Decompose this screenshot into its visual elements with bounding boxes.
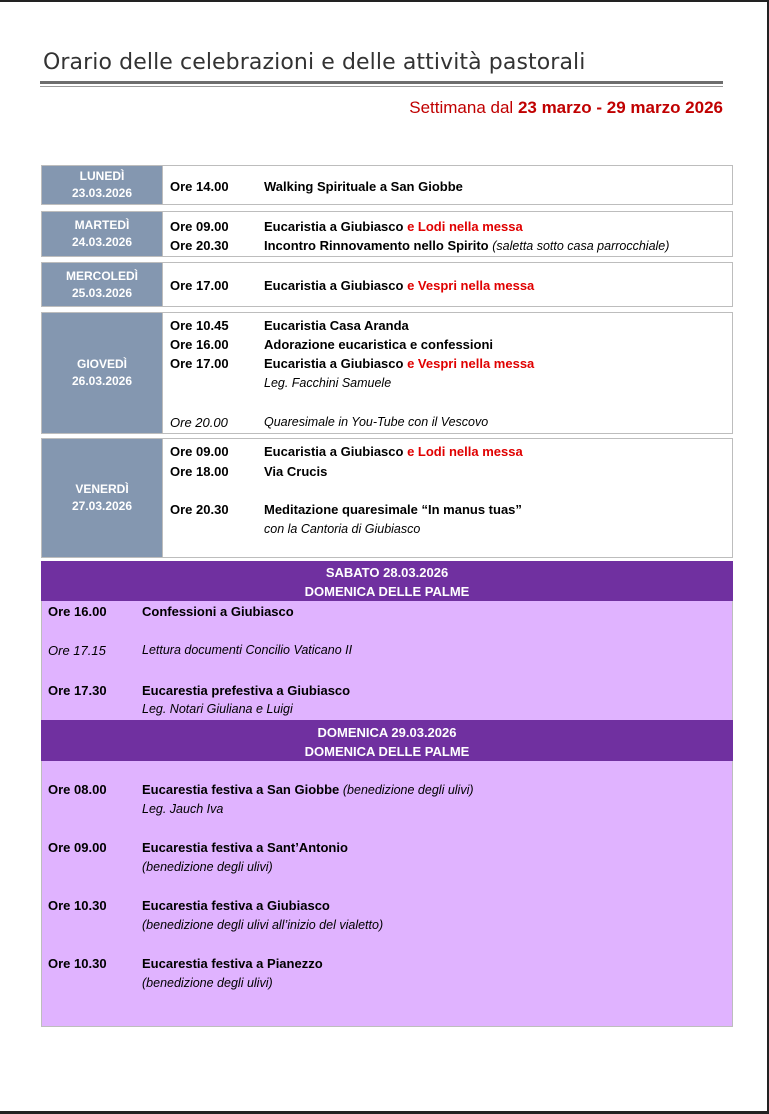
page-title: Orario delle celebrazioni e delle attività pastorali [43,50,586,75]
day-cell: LUNEDÌ 23.03.2026 [42,166,163,204]
day-block-venerdi: VENERDÌ 27.03.2026 Ore 09.00 Eucaristia a Giubiasco e Lodi nella messa Ore 18.00 Via Crucis Ore 20.30 Meditazione quaresimale “In manus tuas” con la Cantoria di Giubiasco [41,438,733,558]
day-cell: GIOVEDÌ 26.03.2026 [42,313,163,433]
top-border [0,0,769,2]
domenica-header: DOMENICA 29.03.2026 DOMENICA DELLE PALME [41,720,733,761]
day-block-martedi: MARTEDÌ 24.03.2026 Ore 09.00 Eucaristia a Giubiasco e Lodi nella messa Ore 20.30 Incontro Rinnovamento nello Spirito (saletta sotto casa parrocchiale) [41,211,733,257]
day-cell: VENERDÌ 27.03.2026 [42,439,163,557]
sabato-header: SABATO 28.03.2026 DOMENICA DELLE PALME [41,561,733,601]
week-range: Settimana dal 23 marzo - 29 marzo 2026 [409,98,723,117]
day-block-mercoledi: MERCOLEDÌ 25.03.2026 Ore 17.00 Eucaristia a Giubiasco e Vespri nella messa [41,262,733,307]
day-block-lunedi: LUNEDÌ 23.03.2026 Ore 14.00 Walking Spirituale a San Giobbe [41,165,733,205]
title-rule [40,81,723,84]
day-block-giovedi: GIOVEDÌ 26.03.2026 Ore 10.45 Eucaristia Casa Aranda Ore 16.00 Adorazione eucaristica e confessioni Ore 17.00 Eucaristia a Giubiasco e Vespri nella messa Leg. Facchini Samuele Ore 20.00 Quaresimale in You-Tube con il Vescovo [41,312,733,434]
day-cell: MARTEDÌ 24.03.2026 [42,212,163,256]
day-cell: MERCOLEDÌ 25.03.2026 [42,263,163,306]
title-rule-thin [40,86,723,87]
